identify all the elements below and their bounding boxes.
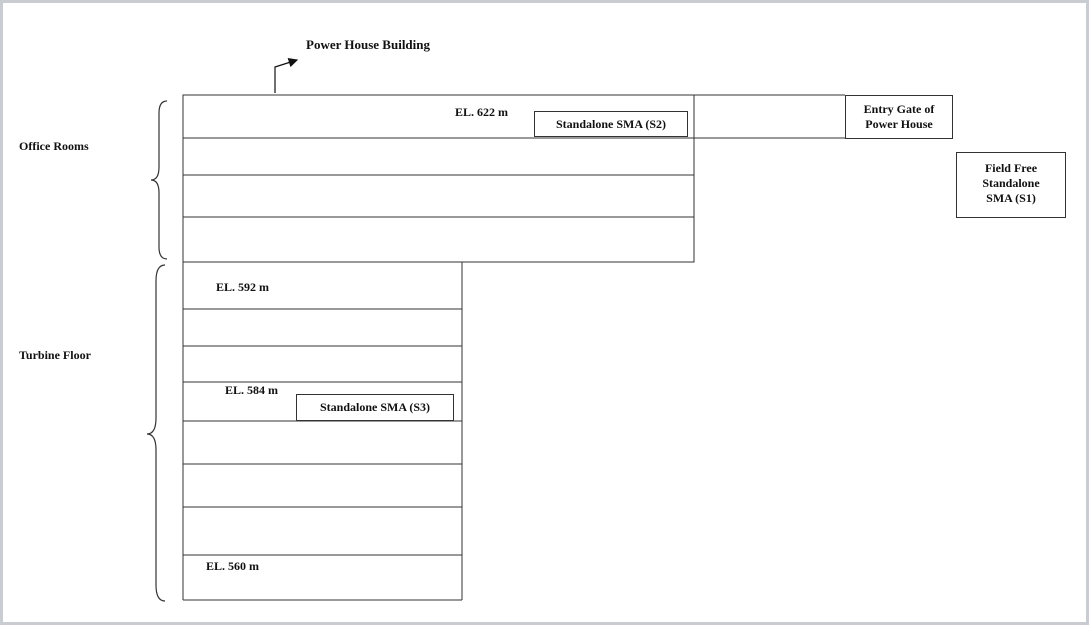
station-s1-line3: SMA (S1) (986, 191, 1036, 205)
building-title: Power House Building (306, 37, 431, 52)
station-s3-label: Standalone SMA (S3) (319, 400, 431, 414)
station-s3-box (296, 394, 454, 421)
pointer-arrow (275, 60, 297, 93)
station-s2-box (534, 111, 688, 137)
station-s1-line2: Standalone (982, 176, 1040, 190)
office-rooms-brace (151, 101, 167, 259)
turbine-floor-label: Turbine Floor (19, 348, 91, 362)
elevation-560-label: EL. 560 m (206, 559, 260, 573)
entry-gate-box (845, 95, 953, 139)
station-s1-line1: Field Free (984, 161, 1038, 175)
turbine-floor-brace (147, 265, 165, 601)
elevation-622-label: EL. 622 m (455, 105, 509, 119)
entry-gate-line2: Power House (865, 117, 933, 131)
station-s2-label: Standalone SMA (S2) (555, 117, 667, 131)
station-s1-box (956, 152, 1066, 218)
elevation-584-label: EL. 584 m (225, 383, 279, 397)
office-rooms-label: Office Rooms (19, 139, 89, 153)
elevation-592-label: EL. 592 m (216, 280, 270, 294)
entry-gate-line1: Entry Gate of (863, 102, 935, 116)
